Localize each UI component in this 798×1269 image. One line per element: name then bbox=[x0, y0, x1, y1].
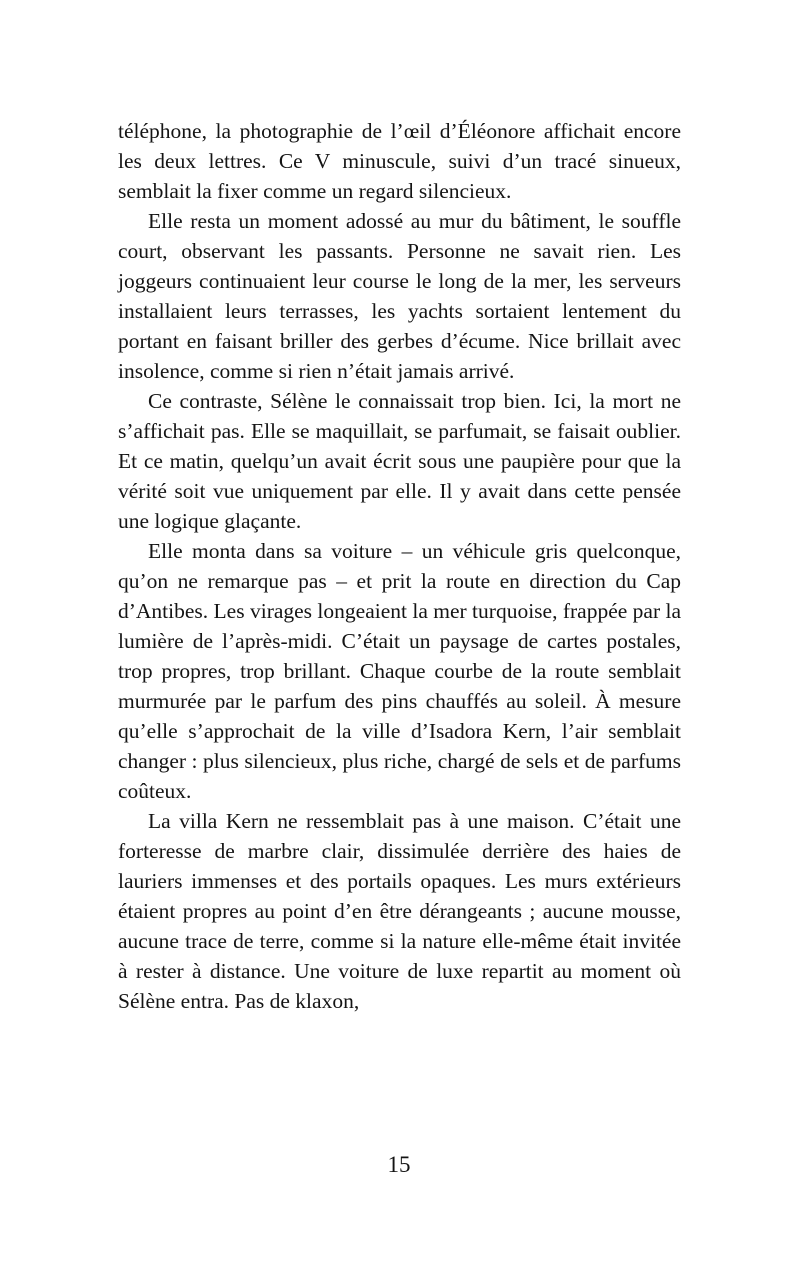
paragraph-5: La villa Kern ne ressemblait pas à une maison. C’était une forteresse de marbre clair, dissimulée derrière des haies de lauriers immenses et des portails opaques. Les murs extérieurs étaient propres au point d’en être dérangeants ; aucune mousse, aucune trace de terre, comme si la nature elle-même était invitée à rester à distance. Une voiture de luxe repartit au moment où Sélène entra. Pas de klaxon, bbox=[118, 809, 681, 1013]
page-number: 15 bbox=[387, 1152, 411, 1177]
paragraph-2: Elle resta un moment adossé au mur du bâtiment, le souffle court, observant les passants. Personne ne savait rien. Les joggeurs continuaient leur course le long de la mer, les serveurs installaient leurs terrasses, les yachts sortaient lentement du portant en faisant briller des gerbes d’écume. Nice brillait avec insolence, comme si rien n’était jamais arrivé. bbox=[118, 209, 681, 383]
paragraph-4: Elle monta dans sa voiture – un véhicule gris quelconque, qu’on ne remarque pas – et prit la route en direction du Cap d’Antibes. Les virages longeaient la mer turquoise, frappée par la lumière de l’après-midi. C’était un paysage de cartes postales, trop propres, trop brillant. Chaque courbe de la route semblait murmurée par le parfum des pins chauffés au soleil. À mesure qu’elle s’approchait de la ville d’Isadora Kern, l’air semblait changer : plus silencieux, plus riche, chargé de sels et de parfums coûteux. bbox=[118, 539, 681, 803]
paragraph-1: téléphone, la photographie de l’œil d’Éléonore affichait encore les deux lettres. Ce V minuscule, suivi d’un tracé sinueux, semblait la fixer comme un regard silencieux. bbox=[118, 119, 681, 203]
paragraph-3: Ce contraste, Sélène le connaissait trop bien. Ici, la mort ne s’affichait pas. Elle se maquillait, se parfumait, se faisait oublier. Et ce matin, quelqu’un avait écrit sous une paupière pour que la vérité soit vue uniquement par elle. Il y avait dans cette pensée une logique glaçante. bbox=[118, 389, 681, 533]
body-text bbox=[118, 116, 681, 1016]
